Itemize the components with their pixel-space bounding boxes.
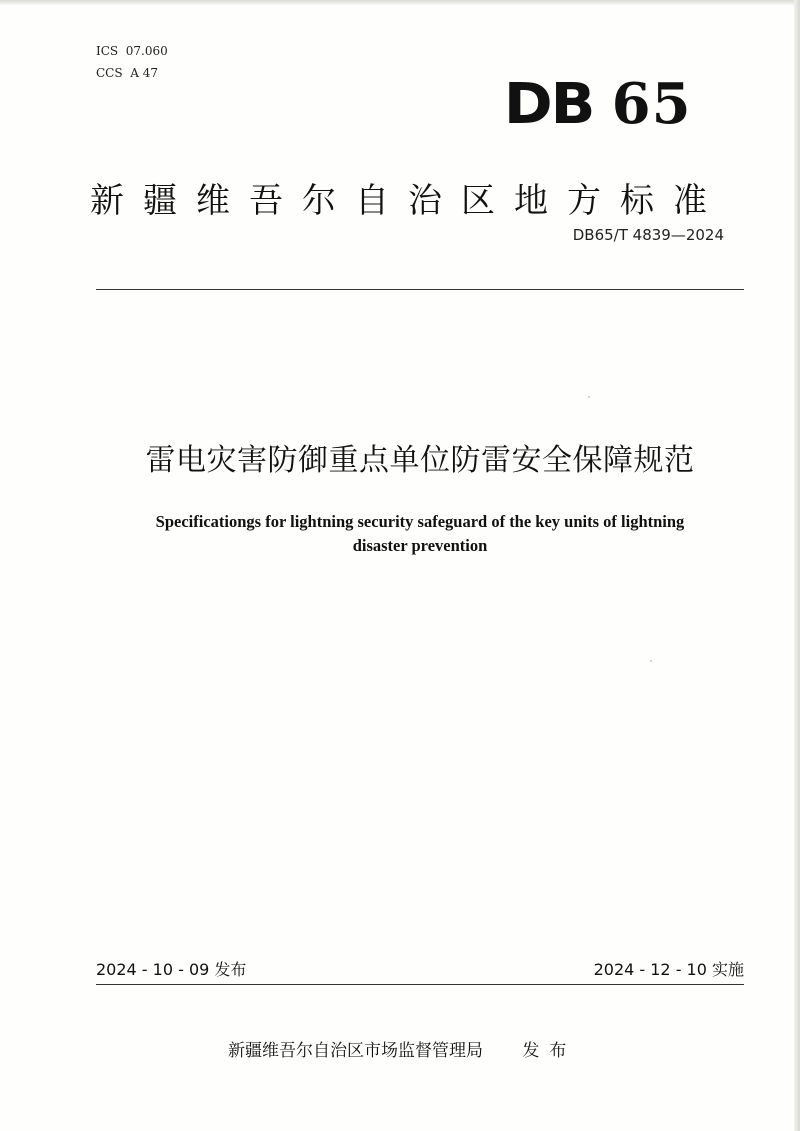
- english-title-line-1: Specificationgs for lightning security safeguard of the key units of lightning: [155, 512, 685, 531]
- header-divider-line: [96, 289, 744, 290]
- standard-category-title: 新疆维吾尔自治区地方标准: [90, 181, 726, 221]
- date-line: [96, 958, 744, 982]
- english-title-line-2: disaster prevention: [352, 536, 488, 555]
- scan-edge-top: [0, 0, 800, 5]
- effective-date: 2024 - 12 - 10 实施: [593, 960, 744, 979]
- scan-edge-right: [794, 0, 800, 1131]
- scan-speck: [650, 660, 652, 662]
- document-title-english: [80, 510, 760, 558]
- publisher-name: 新疆维吾尔自治区市场监督管理局: [228, 1041, 483, 1061]
- ics-code: ICS 07.060: [96, 44, 168, 58]
- standard-number: DB65/T 4839—2024: [572, 226, 724, 244]
- db-standard-logo: [503, 71, 692, 137]
- scan-speck: [588, 396, 590, 398]
- publisher-line: [228, 1038, 576, 1064]
- classification-codes: [96, 40, 168, 84]
- logo-db-text: DB: [503, 72, 594, 137]
- footer-divider-line: [96, 984, 744, 985]
- logo-number-text: 65: [611, 71, 692, 137]
- ccs-code: CCS A 47: [96, 66, 158, 80]
- issue-date: 2024 - 10 - 09 发布: [96, 960, 247, 979]
- document-title-chinese: 雷电灾害防御重点单位防雷安全保障规范: [145, 443, 695, 478]
- publish-label: 发布: [522, 1041, 577, 1061]
